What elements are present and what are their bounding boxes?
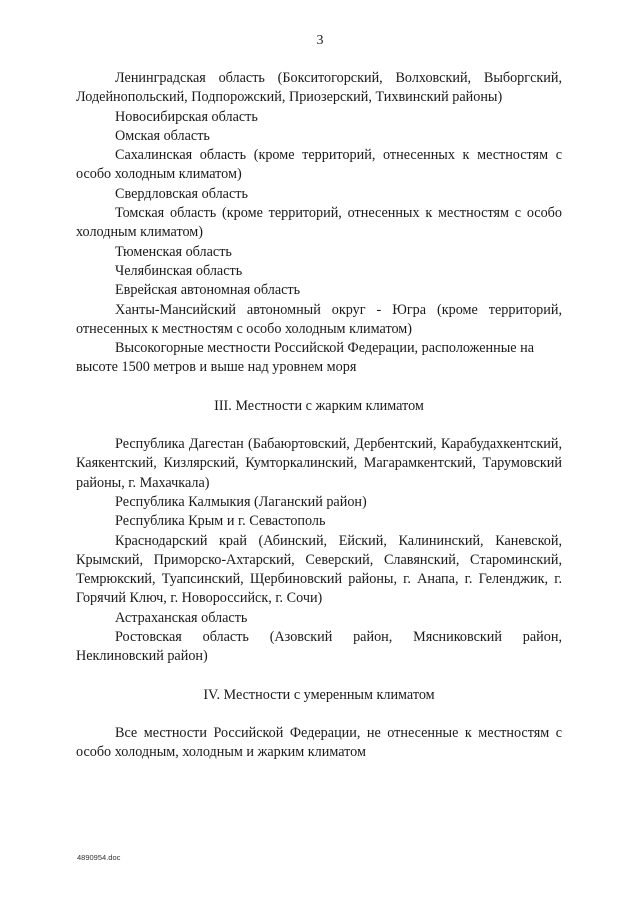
document-body bbox=[76, 69, 562, 763]
list-item: Сахалинская область (кроме территорий, отнесенных к местностям с особо холодным климатом) bbox=[76, 147, 562, 183]
list-item: Челябинская область bbox=[115, 262, 243, 279]
list-item: Ленинградская область (Бокситогорский, Волховский, Выборгский, Лодейнопольский, Подпорожский, Приозерский, Тихвинский районы) bbox=[76, 70, 562, 106]
list-item: Ростовская область (Азовский район, Мясниковский район, Неклиновский район) bbox=[76, 629, 562, 665]
section-4-list bbox=[76, 724, 562, 763]
list-item: Астраханская область bbox=[115, 609, 248, 626]
list-item: Томская область (кроме территорий, отнесенных к местностям с особо холодным климатом) bbox=[76, 205, 562, 241]
section-3-list bbox=[76, 435, 562, 667]
section-3-heading: III. Местности с жарким климатом bbox=[214, 397, 424, 414]
page-number: 3 bbox=[316, 33, 324, 48]
list-item: Краснодарский край (Абинский, Ейский, Калининский, Каневской, Крымский, Приморско-Ахтарский, Северский, Славянский, Староминский, Темрюкский, Туапсинский, Щербиновский районы, г. Анапа, г. Геленджик, г. Горячий Ключ, г. Новороссийск, г. Сочи) bbox=[76, 532, 562, 607]
document-filename: 4890954.doc bbox=[77, 853, 121, 862]
list-item: Тюменская область bbox=[115, 243, 232, 260]
list-item: Омская область bbox=[115, 127, 210, 144]
list-item: Республика Крым и г. Севастополь bbox=[115, 513, 326, 530]
section-2-continued bbox=[76, 69, 562, 378]
list-item: Республика Дагестан (Бабаюртовский, Дербентский, Карабудахкентский, Каякентский, Кизлярский, Кумторкалинский, Магарамкентский, Тарумовский районы, г. Махачкала) bbox=[76, 436, 562, 491]
list-item: Еврейская автономная область bbox=[115, 282, 301, 299]
list-item: Ханты-Мансийский автономный округ - Югра (кроме территорий, отнесенных к местностям с особо холодным климатом) bbox=[76, 301, 562, 337]
list-item: Новосибирская область bbox=[115, 108, 258, 125]
list-item: Все местности Российской Федерации, не отнесенные к местностям с особо холодным, холодным и жарким климатом bbox=[76, 724, 562, 761]
list-item: Свердловская область bbox=[115, 185, 248, 202]
section-4-heading: IV. Местности с умеренным климатом bbox=[203, 686, 435, 703]
list-item: Республика Калмыкия (Лаганский район) bbox=[115, 493, 367, 510]
list-item: Высокогорные местности Российской Федерации, расположенные на высоте 1500 метров и выше над уровнем моря bbox=[76, 340, 535, 376]
